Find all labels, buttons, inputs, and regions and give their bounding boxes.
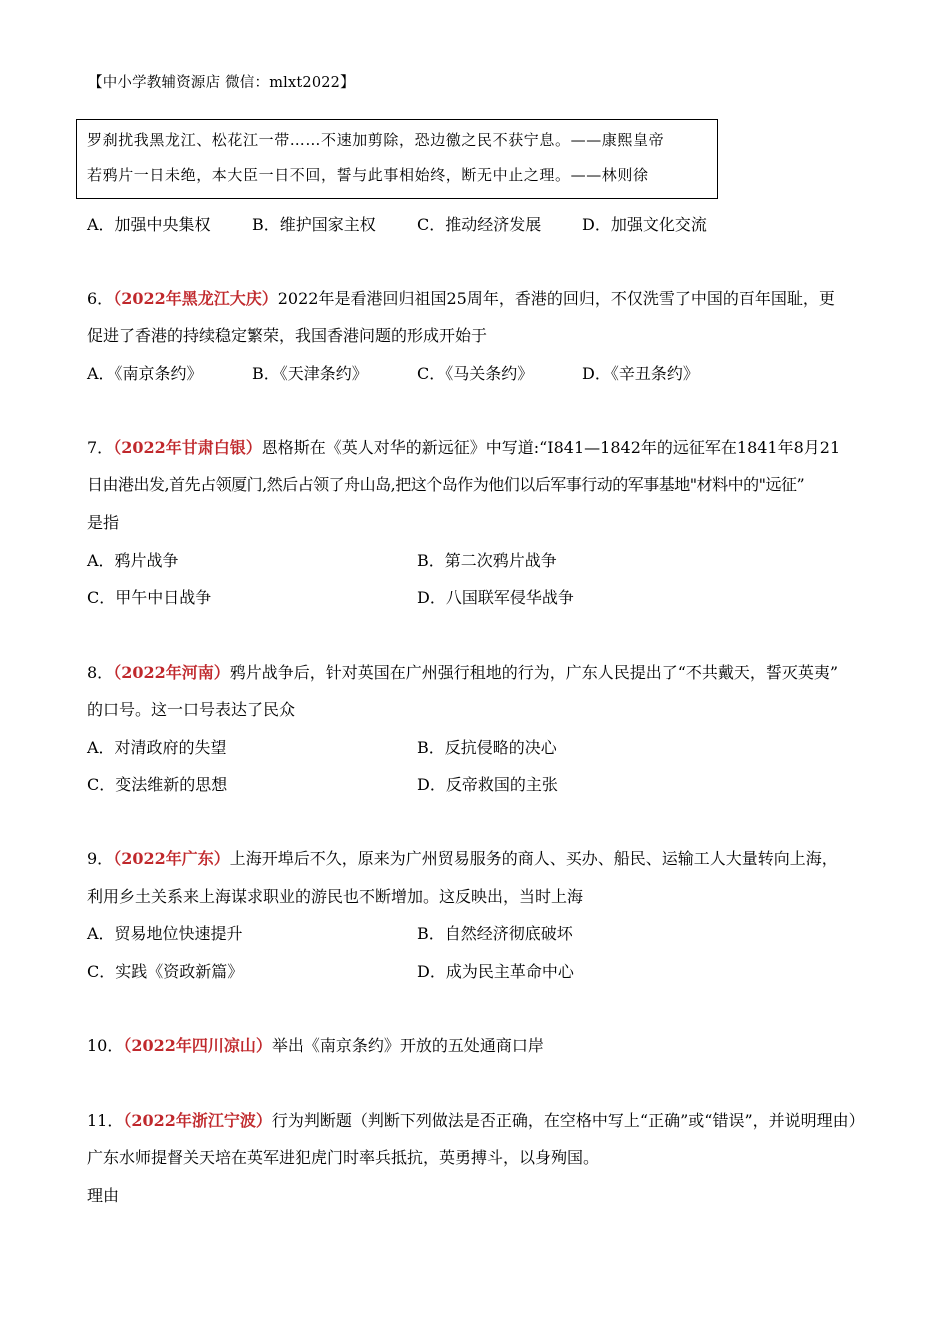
q10-stem-line-1 [87, 1033, 544, 1056]
q9-number: 9． [87, 849, 114, 868]
q9-option-c: C．实践《资政新篇》 [87, 962, 244, 981]
q8-option-b: B．反抗侵略的决心 [417, 738, 557, 757]
q6-option-a: A．《南京条约》 [87, 364, 203, 383]
q5-option-d: D．加强文化交流 [582, 215, 707, 234]
q9-stem-line-2: 利用乡土关系来上海谋求职业的游民也不断增加。这反映出，当时上海 [87, 887, 584, 906]
q10-source: （2022年四川凉山） [123, 1036, 272, 1055]
q8-option-c: C．变法维新的思想 [87, 775, 228, 794]
q7-stem-line-3: 是指 [87, 513, 120, 532]
q6-option-d: D．《辛丑条约》 [582, 364, 699, 383]
q11-stem-line-1 [87, 1108, 865, 1131]
q6-number: 6． [87, 289, 114, 308]
q7-source: （2022年甘肃白银） [113, 438, 262, 457]
quote-box [76, 119, 718, 199]
q11-source: （2022年浙江宁波） [123, 1111, 272, 1130]
q7-option-c: C．甲午中日战争 [87, 588, 212, 607]
quote-linzexu: 若鸦片一日未绝，本大臣一日不回，誓与此事相始终，断无中止之理。——林则徐 [87, 166, 649, 184]
q7-option-d: D．八国联军侵华战争 [417, 588, 574, 607]
q9-stem-line-1 [87, 846, 838, 869]
q7-option-a: A．鸦片战争 [87, 551, 179, 570]
q8-option-a: A．对清政府的失望 [87, 738, 227, 757]
q11-number: 11． [87, 1111, 124, 1130]
q6-stem-line-1 [87, 286, 835, 309]
q9-text-1: 上海开埠后不久，原来为广州贸易服务的商人、买办、船民、运输工人大量转向上海， [229, 849, 838, 868]
q5-option-b: B．维护国家主权 [252, 215, 376, 234]
q5-option-a: A．加强中央集权 [87, 215, 211, 234]
q8-source: （2022年河南） [113, 663, 230, 682]
q9-option-a: A．贸易地位快速提升 [87, 924, 243, 943]
q5-option-c: C．推动经济发展 [417, 215, 542, 234]
q8-text-1: 鸦片战争后，针对英国在广州强行租地的行为，广东人民提出了“不共戴天，誓灭英夷” [229, 663, 839, 682]
q7-option-b: B．第二次鸦片战争 [417, 551, 557, 570]
q6-option-c: C．《马关条约》 [417, 364, 534, 383]
header-note: 【中小学教辅资源店 微信：mlxt2022】 [88, 75, 355, 91]
q7-number: 7． [87, 438, 114, 457]
q7-stem-line-1 [87, 435, 840, 458]
q8-stem-line-1 [87, 660, 838, 683]
q6-option-b: B．《天津条约》 [252, 364, 368, 383]
q8-stem-line-2: 的口号。这一口号表达了民众 [87, 700, 296, 719]
q7-stem-line-2: 日由港出发,首先占领厦门,然后占领了舟山岛,把这个岛作为他们以后军事行动的军事基地"材料中的"远征” [87, 475, 805, 494]
q9-option-b: B．自然经济彻底破坏 [417, 924, 573, 943]
q8-option-d: D．反帝救国的主张 [417, 775, 558, 794]
q9-option-d: D．成为民主革命中心 [417, 962, 574, 981]
q7-text-1: 恩格斯在《英人对华的新远征》中写道:“I841—1842年的远征军在1841年8月21 [261, 438, 841, 457]
quote-kangxi: 罗刹扰我黑龙江、松花江一带……不速加剪除，恐边徼之民不获宁息。——康熙皇帝 [87, 131, 665, 149]
q8-number: 8． [87, 663, 114, 682]
q6-source: （2022年黑龙江大庆） [113, 289, 278, 308]
q11-stem-line-3: 理由 [87, 1186, 120, 1205]
q9-source: （2022年广东） [113, 849, 230, 868]
q6-text-1: 2022年是看港回归祖国25周年，香港的回归，不仅洗雪了中国的百年国耻，更 [277, 289, 835, 308]
q10-number: 10． [87, 1036, 124, 1055]
q6-stem-line-2: 促进了香港的持续稳定繁荣，我国香港问题的形成开始于 [87, 326, 488, 345]
q10-text-1: 举出《南京条约》开放的五处通商口岸 [271, 1036, 544, 1055]
q11-stem-line-2: 广东水师提督关天培在英军进犯虎门时率兵抵抗，英勇搏斗，以身殉国。 [87, 1148, 600, 1167]
q11-text-1: 行为判断题（判断下列做法是否正确，在空格中写上“正确”或“错误”，并说明理由） [271, 1111, 865, 1130]
